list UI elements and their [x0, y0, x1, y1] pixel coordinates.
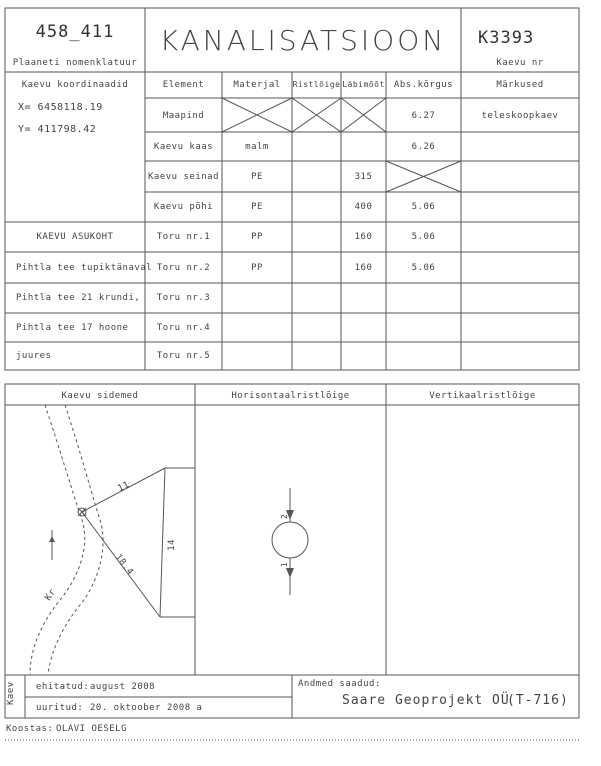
footer-side-label: Kaev	[6, 681, 16, 705]
vertical-section-title: Vertikaalristlõige	[429, 391, 536, 401]
row-element: Toru nr.1	[156, 232, 211, 242]
row-element: Maapind	[162, 111, 205, 121]
row-element: Toru nr.4	[156, 323, 211, 333]
row-element: Toru nr.5	[156, 351, 211, 361]
source-value: Saare Geoprojekt OÜ	[342, 693, 510, 708]
measured-label: uuritud:	[36, 703, 84, 713]
location-line: Pihtla tee 17 hoone	[16, 323, 129, 333]
road-label: Kr	[43, 587, 59, 603]
location-title: KAEVU ASUKOHT	[36, 232, 114, 242]
source-label: Andmed saadud:	[298, 679, 381, 689]
built-value: august 2008	[90, 682, 156, 692]
row-material: PE	[251, 202, 263, 212]
row-abs: 5.06	[411, 232, 436, 242]
row-diameter: 160	[354, 232, 373, 242]
location-line: Pihtla tee 21 krundi,	[16, 293, 141, 303]
row-abs: 6.27	[411, 111, 436, 121]
row-diameter: 400	[354, 202, 373, 212]
col-header-notes: Märkused	[496, 80, 544, 90]
col-header-diameter: Läbimõõt	[342, 80, 385, 89]
well-id-label: Kaevu nr	[496, 58, 544, 68]
row-notes: teleskoopkaev	[481, 111, 559, 121]
drawn-label: Koostas:	[6, 724, 54, 734]
row-diameter: 160	[354, 263, 373, 273]
ties-title: Kaevu sidemed	[61, 391, 139, 401]
row-element: Kaevu põhi	[153, 202, 214, 212]
tie-label: 18.4	[112, 552, 136, 578]
row-material: PP	[251, 263, 263, 273]
location-line: Pihtla tee tupiktänaval	[16, 263, 153, 273]
tie-label: 11	[116, 479, 132, 495]
map-sheet-label: Plaaneti nomenklatuur	[12, 58, 138, 68]
tie-label: 14	[166, 539, 177, 551]
row-material: PP	[251, 232, 263, 242]
row-element: Kaevu kaas	[153, 142, 214, 152]
col-header-element: Element	[162, 80, 205, 90]
location-line: juures	[16, 351, 52, 361]
coord-x: X= 6458118.19	[18, 102, 103, 113]
col-header-section: Ristlõige	[292, 80, 341, 89]
horizontal-section-title: Horisontaalristlõige	[231, 391, 350, 401]
row-material: malm	[245, 142, 269, 152]
well-id: K3393	[478, 28, 535, 48]
row-abs: 5.06	[411, 202, 436, 212]
col-header-abs: Abs.kõrgus	[393, 80, 454, 90]
pipe-label: 1	[280, 561, 290, 568]
pipe-label: 2	[280, 513, 290, 520]
drawn-value: OLAVI OESELG	[56, 724, 128, 734]
row-abs: 6.26	[411, 142, 436, 152]
page-title: KANALISATSIOON	[159, 24, 447, 57]
row-abs: 5.06	[411, 263, 436, 273]
coord-y: Y= 411798.42	[18, 124, 97, 135]
measured-value: 20. oktoober 2008 a	[90, 703, 203, 713]
map-sheet-code: 458_411	[35, 22, 115, 42]
col-header-material: Materjal	[233, 80, 281, 90]
source-code: (T-716)	[507, 693, 569, 708]
built-label: ehitatud:	[36, 682, 90, 692]
row-diameter: 315	[354, 172, 373, 182]
coords-label: Kaevu koordinaadid	[21, 80, 129, 90]
row-element: Toru nr.2	[156, 263, 211, 273]
row-element: Kaevu seinad	[147, 172, 220, 182]
row-element: Toru nr.3	[156, 293, 211, 303]
row-material: PE	[251, 172, 263, 182]
